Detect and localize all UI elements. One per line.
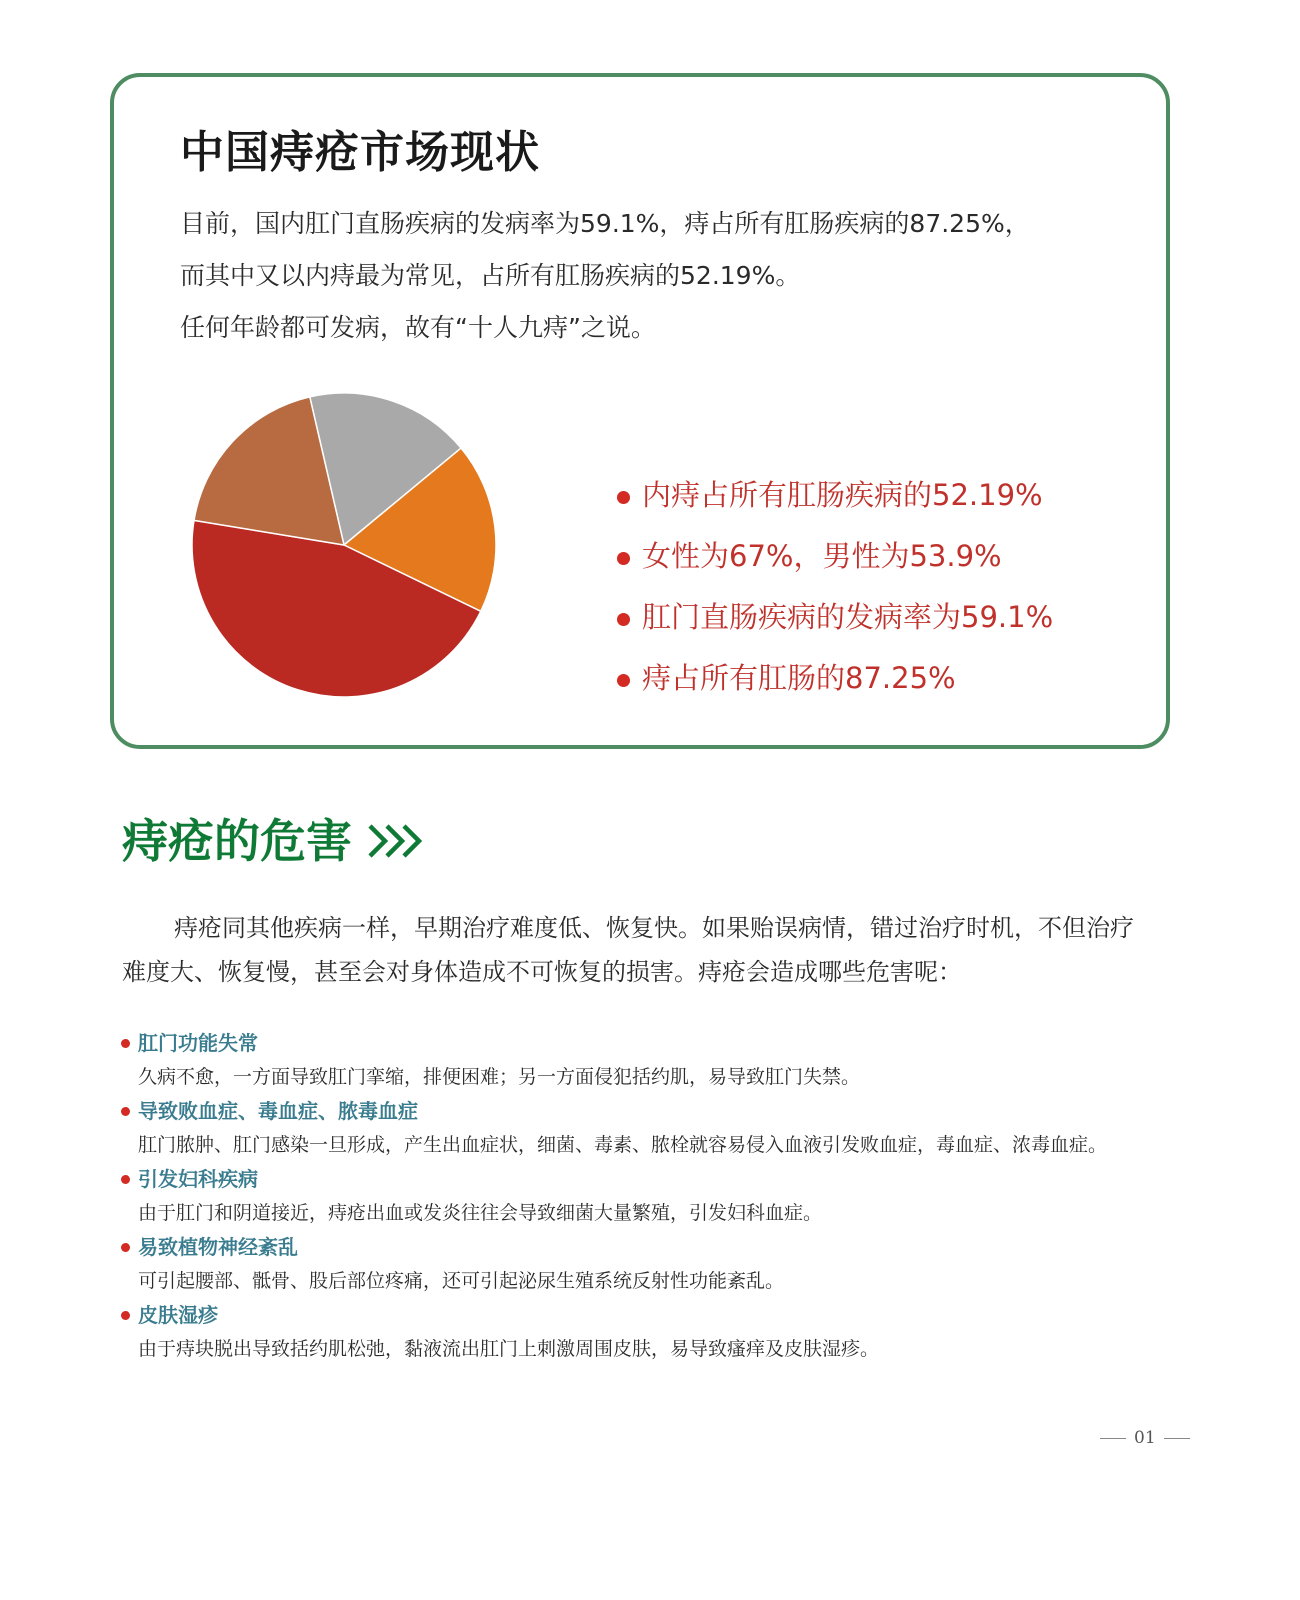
harm-text: 由于肛门和阴道接近，痔疮出血或发炎往往会导致细菌大量繁殖，引发妇科血症。 [138, 1202, 823, 1224]
harm-text: 由于痔块脱出导致括约肌松弛，黏液流出肛门上刺激周围皮肤，易导致瘙痒及皮肤湿疹。 [138, 1338, 880, 1360]
harm-text: 可引起腰部、骶骨、股后部位疼痛，还可引起泌尿生殖系统反射性功能紊乱。 [138, 1270, 785, 1292]
harm-heading [118, 1094, 1154, 1128]
bullet-item [614, 587, 1053, 648]
harm-item [118, 1094, 1154, 1162]
bullet-dot-icon [617, 613, 630, 626]
bullet-dot-icon [121, 1311, 130, 1320]
market-bullets [614, 465, 1053, 709]
bullet-item [614, 465, 1053, 526]
intro-line: 目前，国内肛门直肠疾病的发病率为59.1%，痔占所有肛肠疾病的87.25%， [180, 209, 1030, 238]
harm-intro-paragraph: 痔疮同其他疾病一样，早期治疗难度低、恢复快。如果贻误病情，错过治疗时机，不但治疗难度大、恢复慢，甚至会对身体造成不可恢复的损害。痔疮会造成哪些危害呢： [122, 914, 1134, 986]
market-status-box [110, 73, 1170, 749]
market-intro [180, 198, 1140, 354]
harm-section-title: 痔疮的危害 [122, 814, 352, 868]
harm-heading-text: 引发妇科疾病 [138, 1167, 258, 1191]
page-number-rule [1100, 1438, 1126, 1439]
bullet-dot-icon [617, 552, 630, 565]
bullet-text: 痔占所有肛肠的87.25% [642, 661, 956, 695]
harm-heading [118, 1230, 1154, 1264]
intro-line: 而其中又以内痔最为常见，占所有肛肠疾病的52.19%。 [180, 261, 801, 290]
harm-item [118, 1230, 1154, 1298]
harm-heading [118, 1298, 1154, 1332]
harm-heading-text: 易致植物神经紊乱 [138, 1235, 298, 1259]
harm-item [118, 1162, 1154, 1230]
market-status-title: 中国痔疮市场现状 [180, 127, 540, 178]
triple-chevron-right-icon [366, 821, 428, 861]
bullet-text: 女性为67%，男性为53.9% [642, 539, 1002, 573]
harm-item [118, 1298, 1154, 1366]
harm-text: 肛门脓肿、肛门感染一旦形成，产生出血症状，细菌、毒素、脓栓就容易侵入血液引发败血症，毒血症、浓毒血症。 [138, 1134, 1108, 1156]
bullet-item [614, 526, 1053, 587]
harm-heading-text: 肛门功能失常 [138, 1031, 258, 1055]
page-number-text: 01 [1134, 1428, 1156, 1448]
bullet-dot-icon [617, 674, 630, 687]
harm-section-header [122, 808, 428, 874]
bullet-item [614, 648, 1053, 709]
harm-heading-text: 皮肤湿疹 [138, 1303, 218, 1327]
harm-heading-text: 导致败血症、毒血症、脓毒血症 [138, 1099, 418, 1123]
pie-chart [188, 389, 500, 701]
intro-line: 任何年龄都可发病，故有“十人九痔”之说。 [180, 313, 656, 342]
bullet-dot-icon [121, 1039, 130, 1048]
bullet-dot-icon [121, 1243, 130, 1252]
page-number [1100, 1428, 1190, 1448]
page-number-rule [1164, 1438, 1190, 1439]
harm-heading [118, 1026, 1154, 1060]
harm-list [118, 1026, 1154, 1366]
bullet-text: 内痔占所有肛肠疾病的52.19% [642, 478, 1043, 512]
harm-heading [118, 1162, 1154, 1196]
bullet-dot-icon [121, 1175, 130, 1184]
bullet-dot-icon [121, 1107, 130, 1116]
harm-item [118, 1026, 1154, 1094]
harm-text: 久病不愈，一方面导致肛门挛缩，排便困难；另一方面侵犯括约肌，易导致肛门失禁。 [138, 1066, 861, 1088]
bullet-text: 肛门直肠疾病的发病率为59.1% [642, 600, 1054, 634]
bullet-dot-icon [617, 491, 630, 504]
